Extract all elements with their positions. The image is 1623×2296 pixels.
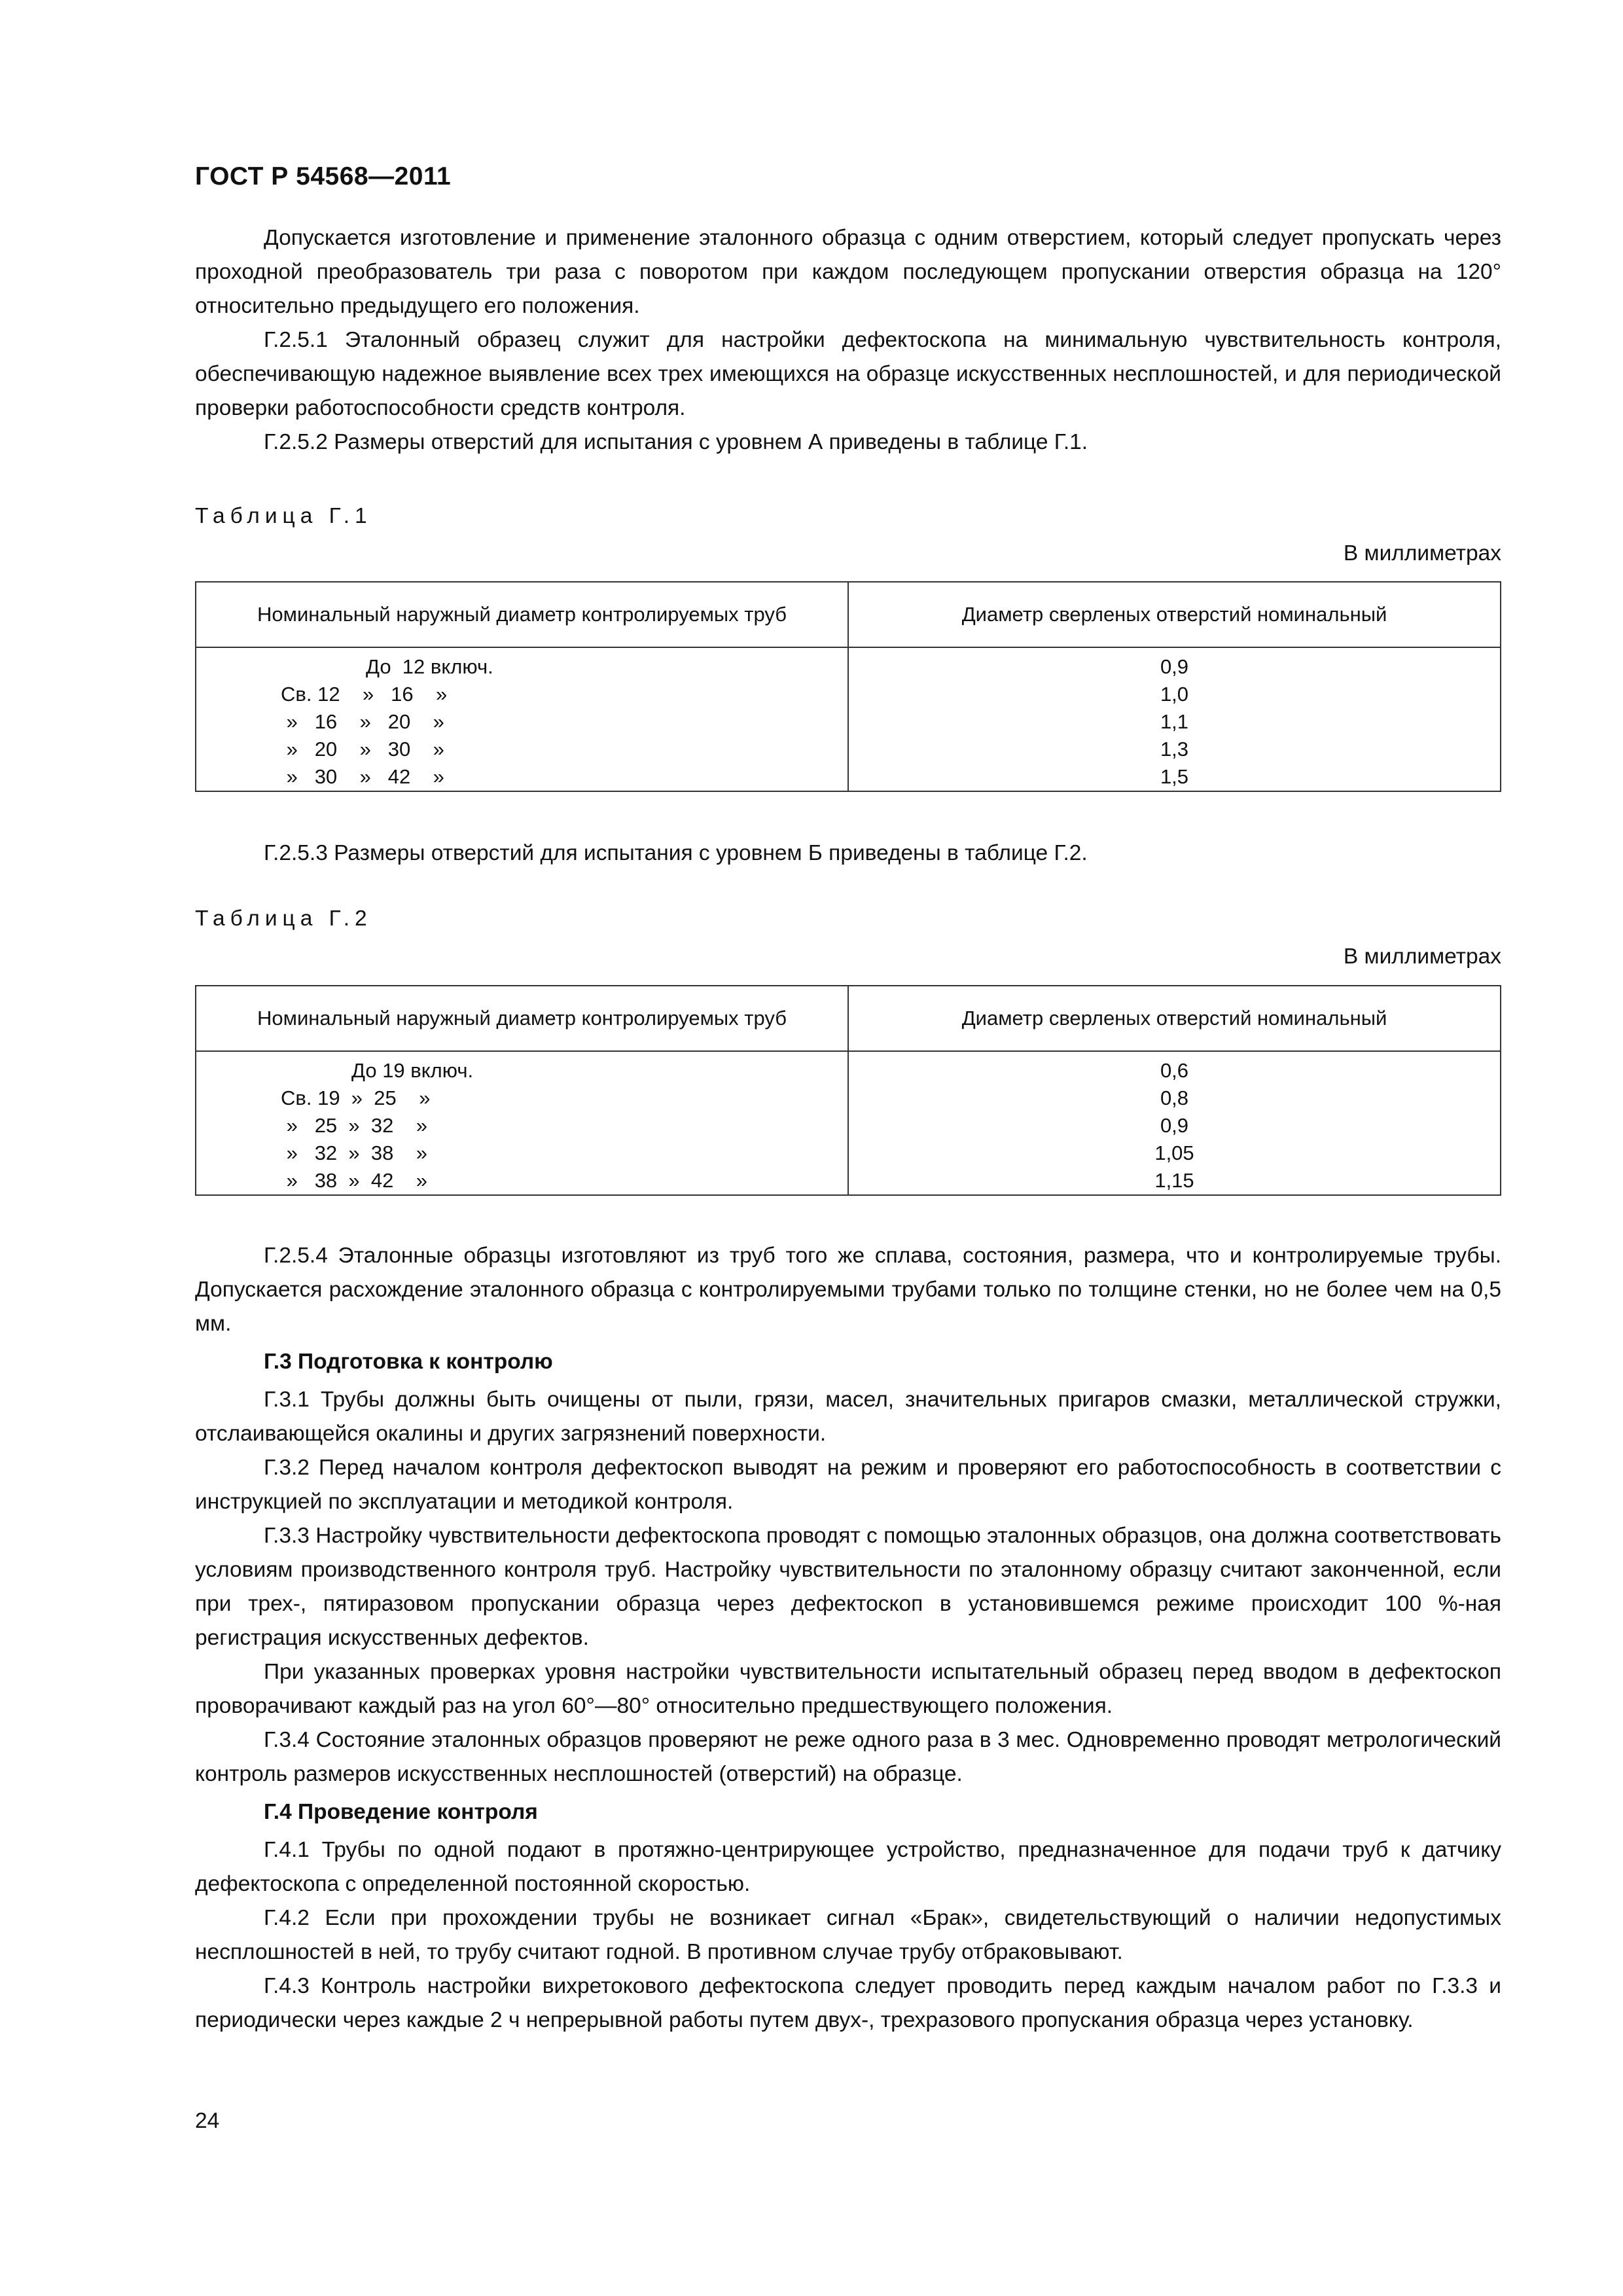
main-section: [195, 1239, 1501, 2037]
table2-header-diameter: Номинальный наружный диаметр контролируемых труб: [196, 986, 848, 1051]
table1-diam-row: » 16 » 20 »: [281, 710, 444, 733]
paragraph-g2-5-3: Г.2.5.3 Размеры отверстий для испытания с уровнем Б приведены в таблице Г.2.: [264, 841, 1088, 865]
table1-holes-cell: [848, 647, 1501, 791]
table1-units: В миллиметрах: [1343, 541, 1501, 565]
paragraph-g4-2: Г.4.2 Если при прохождении трубы не возникает сигнал «Брак», свидетельствующий о наличии недопустимых несплошностей в ней, то трубу считают годной. В противном случае трубу отбраковывают.: [195, 1906, 1501, 1964]
table2-diam-row: » 32 » 38 »: [281, 1141, 428, 1164]
table2-diam-row: » 38 » 42 »: [281, 1169, 428, 1192]
table2-hole-value: 0,9: [1160, 1114, 1189, 1137]
table1-hole-value: 0,9: [1160, 655, 1189, 678]
table1-hole-value: 1,0: [1160, 683, 1189, 706]
table2-diam-row: До 19 включ.: [351, 1059, 474, 1082]
paragraph-g3-2: Г.3.2 Перед началом контроля дефектоскоп выводят на режим и проверяют его работоспособность в соответствии с инструкцией по эксплуатации и методикой контроля.: [195, 1456, 1501, 1514]
paragraph-g4-3: Г.4.3 Контроль настройки вихретокового дефектоскопа следует проводить перед каждым началом работ по Г.3.3 и периодически через каждые 2 ч непрерывной работы путем двух-, трехразового пропускания образца через установку.: [195, 1974, 1501, 2032]
table2-diameter-cell: [196, 1051, 848, 1195]
page-number: 24: [195, 2109, 220, 2133]
table2-hole-value: 0,8: [1160, 1086, 1189, 1109]
table1-diam-row: » 20 » 30 »: [281, 738, 444, 761]
document-header: ГОСТ Р 54568—2011: [195, 162, 452, 190]
paragraph: Допускается изготовление и применение эталонного образца с одним отверстием, который следует пропускать через проходной преобразователь три раза с поворотом при каждом последующем пропускании отверстия образца на 120° относительно предыдущего его положения.: [195, 226, 1501, 318]
table1-hole-value: 1,1: [1160, 710, 1189, 733]
table1-diam-row: » 30 » 42 »: [281, 765, 444, 788]
table2-holes-cell: [848, 1051, 1501, 1195]
paragraph-g4-1: Г.4.1 Трубы по одной подают в протяжно-центрирующее устройство, предназначенное для подачи труб к датчику дефектоскопа с определенной постоянной скоростью.: [195, 1838, 1501, 1896]
paragraph-g3-3: Г.3.3 Настройку чувствительности дефектоскопа проводят с помощью эталонных образцов, она должна соответствовать условиям производственного контроля труб. Настройку чувствительности по эталонному образцу считают законченной, если при трех-, пятиразовом пропускании образца через дефектоскоп в установившемся режиме происходит 100 %-ная регистрация искусственных дефектов.: [195, 1524, 1501, 1650]
table-g1: [195, 581, 1501, 792]
section-heading-g4: Г.4 Проведение контроля: [264, 1800, 538, 1824]
paragraph-g2-5-3-block: [195, 836, 1501, 870]
table2-header-holes: Диаметр сверленых отверстий номинальный: [848, 986, 1501, 1051]
paragraph-g2-5-4: Г.2.5.4 Эталонные образцы изготовляют из труб того же сплава, состояния, размера, что и контролируемые трубы. Допускается расхождение эталонного образца с контролируемыми трубами только по толщине стенки, но не более чем на 0,5 мм.: [195, 1244, 1501, 1336]
table2-units: В миллиметрах: [1343, 944, 1501, 969]
paragraph-g3-3-continued: При указанных проверках уровня настройки чувствительности испытательный образец перед вводом в дефектоскоп проворачивают каждый раз на угол 60°—80° относительно предшествующего положения.: [195, 1660, 1501, 1718]
section-heading-g3: Г.3 Подготовка к контролю: [264, 1350, 553, 1374]
table2-hole-value: 0,6: [1160, 1059, 1189, 1082]
table2-hole-value: 1,05: [1154, 1141, 1194, 1164]
table2-caption: Таблица Г.2: [195, 906, 372, 931]
intro-section: [195, 221, 1501, 459]
table1-diam-row: До 12 включ.: [366, 655, 493, 678]
table2-diam-row: Св. 19 » 25 »: [281, 1086, 431, 1109]
paragraph-g2-5-2: Г.2.5.2 Размеры отверстий для испытания с уровнем А приведены в таблице Г.1.: [264, 430, 1088, 454]
table2-hole-value: 1,15: [1154, 1169, 1194, 1192]
table1-header-diameter: Номинальный наружный диаметр контролируемых труб: [196, 582, 848, 647]
table1-hole-value: 1,5: [1160, 765, 1189, 788]
table1-diam-row: Св. 12 » 16 »: [281, 683, 448, 706]
table1-header-holes: Диаметр сверленых отверстий номинальный: [848, 582, 1501, 647]
table1-caption: Таблица Г.1: [195, 504, 372, 528]
table2-diam-row: » 25 » 32 »: [281, 1114, 428, 1137]
table1-hole-value: 1,3: [1160, 738, 1189, 761]
table-g2: [195, 985, 1501, 1196]
table1-diameter-cell: [196, 647, 848, 791]
paragraph-g3-4: Г.3.4 Состояние эталонных образцов проверяют не реже одного раза в 3 мес. Одновременно проводят метрологический контроль размеров искусственных несплошностей (отверстий) на образце.: [195, 1728, 1501, 1786]
paragraph-g3-1: Г.3.1 Трубы должны быть очищены от пыли, грязи, масел, значительных пригаров смазки, металлической стружки, отслаивающейся окалины и других загрязнений поверхности.: [195, 1388, 1501, 1446]
paragraph-g2-5-1: Г.2.5.1 Эталонный образец служит для настройки дефектоскопа на минимальную чувствительность контроля, обеспечивающую надежное выявление всех трех имеющихся на образце искусственных несплошностей, и для периодической проверки работоспособности средств контроля.: [195, 328, 1501, 420]
